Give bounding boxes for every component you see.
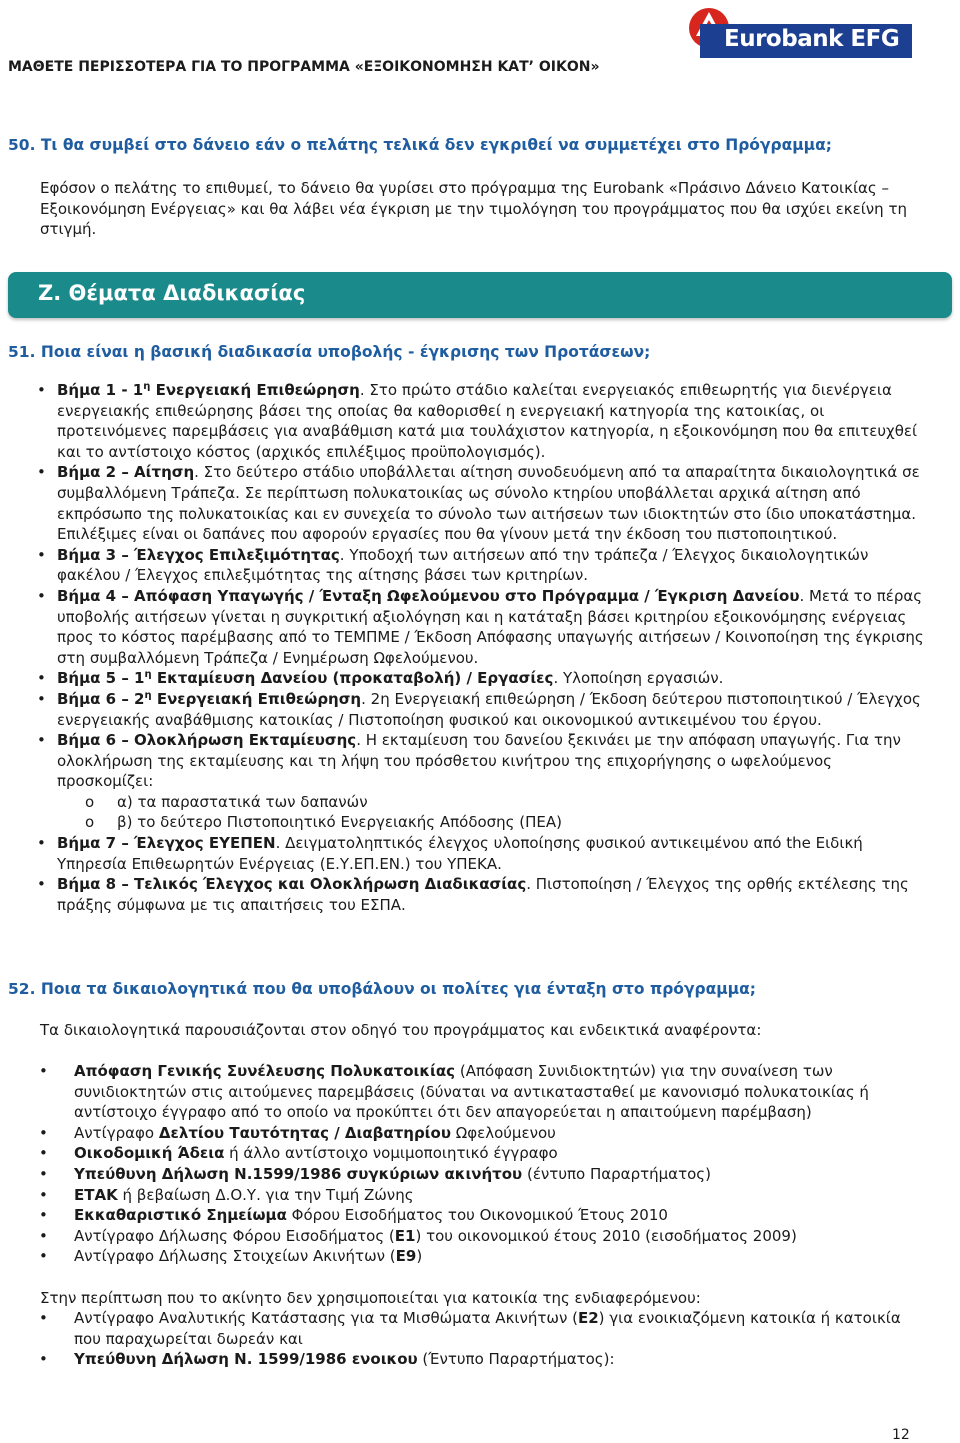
document-text: ) για ενοικιαζόμενη κατοικία ή κατοικία που παραχωρείται δωρεάν και: [74, 1309, 901, 1348]
document-bold: Ε1: [394, 1226, 416, 1245]
document-bold: Απόφαση Γενικής Συνέλευσης Πολυκατοικίας: [74, 1062, 456, 1080]
step-heading-part: Βήμα 1 - 1: [57, 381, 144, 399]
document-bold: Εκκαθαριστικό Σημείωμα: [74, 1206, 287, 1225]
document-bold: Δελτίου Ταυτότητας / Διαβατηρίου: [158, 1123, 451, 1142]
step-heading: [57, 731, 356, 749]
document-bold: Οικοδομική Άδεια: [74, 1144, 225, 1163]
document-item: [0, 1349, 930, 1370]
step-heading-part: Ενεργειακή Επιθεώρηση: [150, 381, 360, 399]
question-52-title: 52. Ποια τα δικαιολογητικά που θα υποβάλουν οι πολίτες για ένταξη στο πρόγραμμα;: [8, 980, 756, 998]
step-superscript: η: [144, 689, 152, 701]
document-text: Αντίγραφο Δήλωσης Φόρου Εισοδήματος (: [74, 1226, 395, 1245]
document-text: ) του οικονομικού έτους 2010 (εισοδήματος 2009): [415, 1226, 797, 1245]
document-bold: Υπεύθυνη Δήλωση Ν. 1599/1986 ενοικου: [74, 1350, 418, 1369]
step-text: . Η εκταμίευση του δανείου ξεκινάει με την απόφαση υπαγωγής. Για την ολοκλήρωση της εκταμίευσης και τη λήψη του πρόσθετου κινήτρου της επιχορήγησης ο ωφελούμενος προσκομίζει:: [57, 731, 901, 791]
document-text: ή βεβαίωση Δ.Ο.Υ. για την Τιμή Ζώνης: [117, 1185, 414, 1204]
question-52-intro: Τα δικαιολογητικά παρουσιάζονται στον οδηγό του προγράμματος και ενδεικτικά αναφέροντα:: [40, 1021, 762, 1039]
documents-list: [0, 1061, 930, 1267]
step-text: . Πιστοποίηση / Έλεγχος της ορθής εκτέλεσης της πράξης σύμφωνα με τις απαιτήσεις του ΕΣΠΑ.: [57, 875, 909, 914]
step-text: . Στο πρώτο στάδιο καλείται ενεργειακός επιθεωρητής για διενέργεια ενεργειακής επιθεώρησης βάσει της οποίας θα καθορισθεί η ενεργειακή κατηγορία της κατοικίας, οι προτεινόμενες παρεμβάσεις για αναβάθμιση κατά μια τουλάχιστον κατηγορία, η εξοικονόμηση που θα επιτευχθεί και το αντίστοιχο κόστος (αρχικός επιλέξιμος προϋπολογισμός).: [57, 381, 918, 461]
document-item: [0, 1143, 930, 1164]
step-heading: [57, 463, 194, 481]
step-heading: [57, 381, 360, 399]
document-text: Φόρου Εισοδήματος του Οικονομικού Έτους 2010: [286, 1206, 668, 1225]
procedure-steps-list: [0, 380, 930, 915]
rental-intro: Στην περίπτωση που το ακίνητο δεν χρησιμοποιείται για κατοικία της ενδιαφερόμενου:: [40, 1289, 701, 1307]
step-heading: [57, 587, 799, 605]
step-heading: [57, 690, 361, 708]
question-51-title: 51. Ποια είναι η βασική διαδικασία υποβολής - έγκρισης των Προτάσεων;: [8, 343, 651, 361]
document-bold: Υπεύθυνη Δήλωση Ν.1599/1986 συγκύριων ακινήτου: [74, 1164, 523, 1183]
step-heading: [57, 875, 526, 893]
document-text: Ωφελούμενου: [450, 1123, 556, 1142]
step-text: . Μετά το πέρας υποβολής αιτήσεων γίνεται η συγκριτική αξιολόγηση και η κατάταξη βάσει κριτηρίου εξοικονόμησης ενέργειας προς το κόστος παρέμβασης από το ΤΕΜΠΜΕ / Έκδοση Απόφασης υπαγωγής αιτήσεων / Κοινοποίηση της έγκρισης στη συμβαλλόμενη Τράπεζα / Ενημέρωση Ωφελούμενου.: [57, 586, 924, 667]
document-text: Αντίγραφο Δήλωσης Στοιχείων Ακινήτων (: [74, 1247, 396, 1266]
step-heading-part: Βήμα 8 – Τελικός Έλεγχος και Ολοκλήρωση Διαδικασίας: [57, 875, 527, 894]
step-heading: [57, 834, 276, 852]
document-item: [0, 1061, 930, 1123]
step-item: [0, 462, 930, 544]
document-item: [0, 1246, 930, 1267]
step-text: . 2η Ενεργειακή επιθεώρηση / Έκδοση δεύτερου πιστοποιητικού / Έλεγχος ενεργειακής αναβάθμισης κατοικίας / Πιστοποίηση φυσικού και οικονομικού αντικειμένου του έργου.: [57, 689, 921, 729]
step-heading-part: Βήμα 6 – 2: [57, 689, 145, 708]
document-item: [0, 1226, 930, 1247]
step-item: [0, 874, 930, 915]
step-superscript: η: [143, 381, 151, 392]
step-sublist: [57, 792, 930, 833]
document-text: (Απόφαση Συνιδιοκτητών) για την συναίνεση των συνιδιοκτητών στις αιτούμενες παρεμβάσεις (δύναται να αντικατασταθεί με κανονισμό πολυκατοικίας ή αντίστοιχο έγγραφο από το οποίο να προκύπτει ότι δεν απαγορεύεται η απαιτούμενη παρέμβαση): [74, 1062, 869, 1122]
step-heading-part: Βήμα 5 – 1: [57, 669, 145, 688]
document-bold: ΕΤΑΚ: [74, 1185, 118, 1204]
document-text: (έντυπο Παραρτήματος): [522, 1164, 711, 1183]
step-item: [0, 689, 930, 730]
step-subitem: o β) το δεύτερο Πιστοποιητικό Ενεργειακής Απόδοσης (ΠΕΑ): [0, 812, 930, 833]
document-item: [0, 1205, 930, 1226]
document-item: [0, 1185, 930, 1206]
step-text: . Δειγματοληπτικός έλεγχος υλοποίησης φυσικού αντικειμένου από the Ειδική Υπηρεσία Επιθεωρητών Ενέργειας (Ε.Υ.ΕΠ.ΕΝ.) του ΥΠΕΚΑ.: [57, 834, 863, 873]
step-item: [0, 730, 930, 833]
step-heading-part: Βήμα 3 – Έλεγχος Επιλεξιμότητας: [57, 545, 340, 564]
document-text: (Έντυπο Παραρτήματος):: [417, 1350, 615, 1369]
eurobank-logo: [676, 2, 912, 60]
document-text: ή άλλο αντίστοιχο νομιμοποιητικό έγγραφο: [224, 1144, 558, 1163]
step-text: . Υποδοχή των αιτήσεων από την τράπεζα / Έλεγχος δικαιολογητικών φακέλου / Έλεγχος επιλεξιμότητας της αίτησης βάσει των κριτηρίων.: [57, 545, 869, 585]
document-item: [0, 1308, 930, 1349]
step-heading-part: Βήμα 7 – Έλεγχος ΕΥΕΠΕΝ: [57, 834, 276, 853]
question-50-answer: Εφόσον ο πελάτης το επιθυμεί, το δάνειο θα γυρίσει στο πρόγραμμα της Eurobank «Πράσινο Δάνειο Κατοικίας – Εξοικονόμηση Ενέργειας» και θα λάβει νέα έγκριση με την τιμολόγηση του προγράμματος που θα ισχύει εκείνη τη στιγμή.: [40, 179, 907, 239]
document-text: Αντίγραφο Αναλυτικής Κατάστασης για τα Μισθώματα Ακινήτων (: [74, 1309, 578, 1327]
rental-documents-list: [0, 1308, 930, 1370]
step-heading-part: Βήμα 4 – Απόφαση Υπαγωγής / Ένταξη Ωφελούμενου στο Πρόγραμμα / Έγκριση Δανείου: [57, 586, 800, 605]
section-title: Ζ. Θέματα Διαδικασίας: [38, 281, 306, 305]
page-number: 12: [892, 1427, 910, 1443]
document-header-title: ΜΑΘΕΤΕ ΠΕΡΙΣΣΟΤΕΡΑ ΓΙΑ ΤΟ ΠΡΟΓΡΑΜΜΑ «ΕΞΟΙΚΟΝΟΜΗΣΗ ΚΑΤ’ ΟΙΚΟΝ»: [8, 59, 600, 75]
step-heading-part: Εκταμίευση Δανείου (προκαταβολή) / Εργασίες: [151, 669, 554, 688]
question-50-title: 50. Τι θα συμβεί στο δάνειο εάν ο πελάτης τελικά δεν εγκριθεί να συμμετέχει στο Πρόγραμμα;: [8, 136, 832, 154]
step-heading: [57, 546, 340, 564]
step-heading: [57, 669, 553, 687]
step-superscript: η: [144, 669, 152, 681]
step-item: [0, 380, 930, 462]
step-subitem: o α) τα παραστατικά των δαπανών: [0, 792, 930, 813]
step-text: . Υλοποίηση εργασιών.: [553, 669, 724, 688]
document-bold: Ε2: [577, 1309, 599, 1327]
logo-text: Eurobank EFG: [724, 26, 900, 52]
step-text: . Στο δεύτερο στάδιο υποβάλλεται αίτηση συνοδευόμενη από τα απαραίτητα δικαιολογητικά σε συμβαλλόμενη Τράπεζα. Σε περίπτωση πολυκατοικίας ως σύνολο κτηρίου υποβάλλεται αρχικά αίτηση από εκπρόσωπο της πολυκατοικίας και εν συνεχεία το σύνολο των αιτήσεων των ιδιοκτητών στο ίδιο υποκατάστημα. Επιλέξιμες είναι οι δαπάνες που αφορούν εργασίες που θα γίνουν μετά την έκδοση του πιστοποιητικού.: [57, 463, 920, 544]
step-item: [0, 833, 930, 874]
document-bold: Ε9: [395, 1247, 417, 1266]
step-item: [0, 545, 930, 586]
document-text: ): [416, 1247, 423, 1266]
section-banner: [8, 272, 952, 318]
document-item: [0, 1164, 930, 1185]
document-text: Αντίγραφο: [74, 1123, 159, 1142]
step-heading-part: Βήμα 2 – Αίτηση: [57, 463, 195, 482]
step-heading-part: Βήμα 6 – Ολοκλήρωση Εκταμίευσης: [57, 731, 357, 750]
document-item: [0, 1123, 930, 1144]
step-item: [0, 668, 930, 689]
step-item: [0, 586, 930, 668]
step-heading-part: Ενεργειακή Επιθεώρηση: [151, 689, 362, 708]
